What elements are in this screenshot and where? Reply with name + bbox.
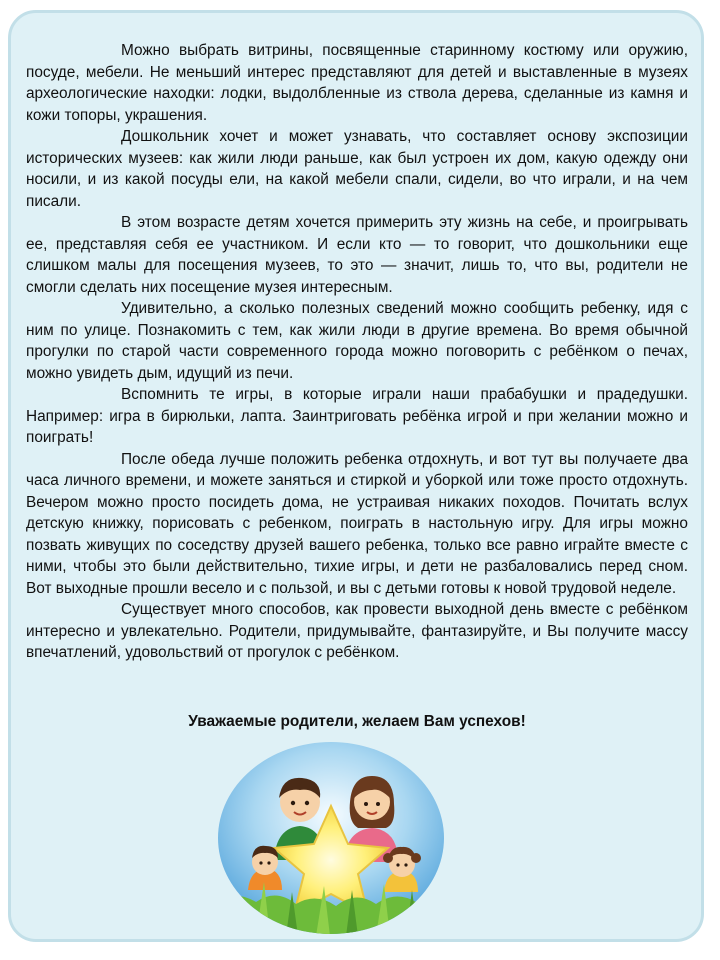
paragraph-4: Удивительно, а сколько полезных сведений можно сообщить ребенку, идя с ним по улице. Познакомить с тем, как жили люди в другие времена. Во время обычной прогулки по старой части современного города можно поговорить с ребёнком о печах, можно увидеть дым, идущий из печи. (26, 300, 688, 382)
paragraph-3: В этом возрасте детям хочется примерить эту жизнь на себе, и проигрывать ее, представляя себя ее участником. И если кто — то говорит, что дошкольники еще слишком малы для посещения музеев, то это — значит, лишь то, что вы, родители не смогли сделать них посещение музея интересным. (26, 214, 688, 296)
paragraph-5: Вспомнить те игры, в которые играли наши прабабушки и прадедушки. Например: игра в бирюльки, лапта. Заинтриговать ребёнка игрой и при желании можно и поиграть! (26, 386, 688, 446)
closing-wish: Уважаемые родители, желаем Вам успехов! (188, 713, 526, 730)
paragraph-2: Дошкольник хочет и может узнавать, что составляет основу экспозиции исторических музеев: как жили люди раньше, как был устроен их дом, какую одежду они носили, и из какой посуды ели, на какой мебели спали, сидели, во что играли, и на чем писали. (26, 128, 688, 210)
article-text (26, 40, 688, 664)
paragraph-6: После обеда лучше положить ребенка отдохнуть, и вот тут вы получаете два часа личного времени, и можете заняться и стиркой и уборкой или тоже просто отдохнуть. Вечером можно просто посидеть дома, не устраивая никаких походов. Почитать вслух детскую книжку, порисовать с ребенком, поиграть в настольную игру. Для игры можно позвать живущих по соседству друзей вашего ребенка, только все равно играйте вместе с ними, чтобы это были действительно, тихие игры, и дети не разбаловались перед сном. Вот выходные прошли весело и с пользой, и вы с детьми готовы к новой трудовой неделе. (26, 450, 688, 597)
paragraph-1: Можно выбрать витрины, посвященные старинному костюму или оружию, посуде, мебели. Не меньший интерес представляют для детей и выставленные в музеях археологические находки: лодки, выдолбленные из ствола дерева, сделанные из камня и кожи топоры, украшения. (26, 42, 688, 124)
family-star-illustration (216, 740, 446, 936)
paragraph-7: Существует много способов, как провести выходной день вместе с ребёнком интересно и увлекательно. Родители, придумывайте, фантазируйте, и Вы получите массу впечатлений, удовольствий от прогулок с ребёнком. (26, 601, 688, 661)
